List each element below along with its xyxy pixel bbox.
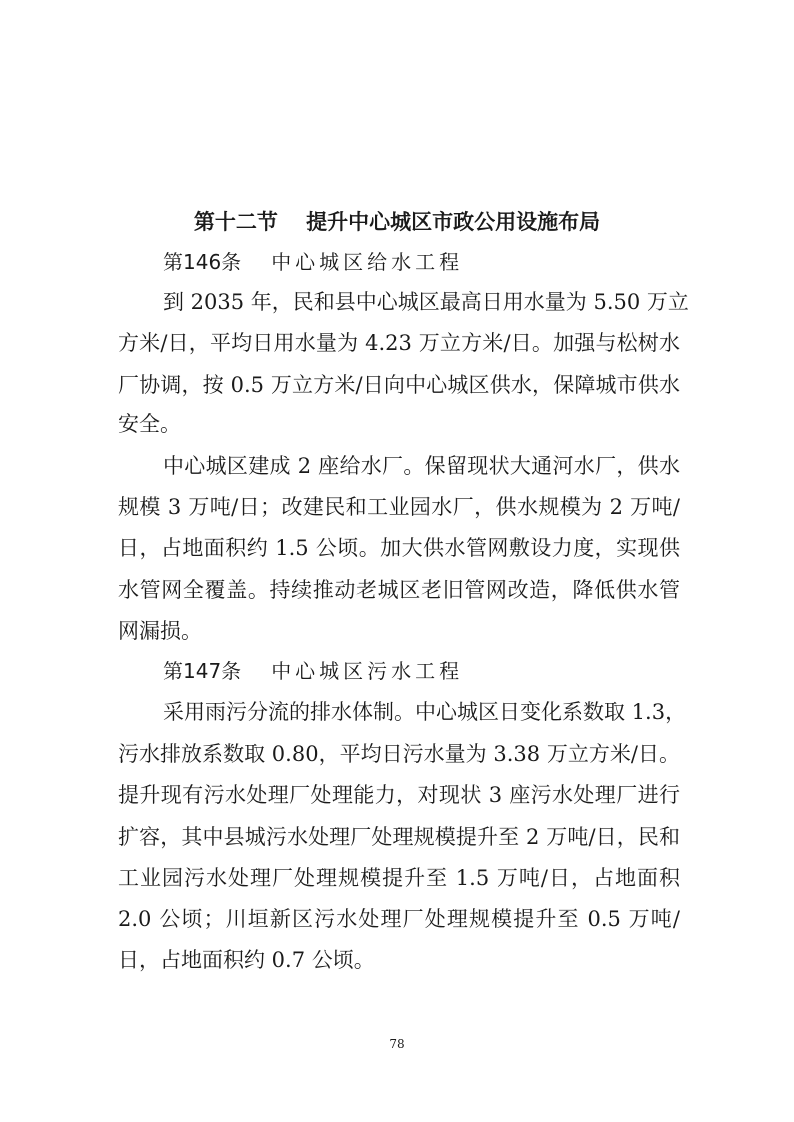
paragraph-line: 提升现有污水处理厂处理能力，对现状 3 座污水处理厂进行 xyxy=(118,783,680,807)
paragraph-line: 厂协调，按 0.5 万立方米/日向中心城区供水，保障城市供水 xyxy=(118,373,680,397)
article-title: 中心城区给水工程 xyxy=(271,250,464,274)
article-number: 第147条 xyxy=(163,659,242,683)
paragraph-line: 扩容，其中县城污水处理厂处理规模提升至 2 万吨/日，民和 xyxy=(118,825,680,849)
article-heading-147 xyxy=(163,657,463,685)
paragraph-line: 污水排放系数取 0.80，平均日污水量为 3.38 万立方米/日。 xyxy=(118,742,680,766)
article-number: 第146条 xyxy=(163,250,242,274)
paragraph-line: 日，占地面积约 1.5 公顷。加大供水管网敷设力度，实现供 xyxy=(118,536,680,560)
paragraph-line: 水管网全覆盖。持续推动老城区老旧管网改造，降低供水管 xyxy=(118,578,680,602)
paragraph-line: 安全。 xyxy=(118,412,181,436)
paragraph-line: 方米/日，平均日用水量为 4.23 万立方米/日。加强与松树水 xyxy=(118,331,680,355)
paragraph-line: 规模 3 万吨/日；改建民和工业园水厂，供水规模为 2 万吨/ xyxy=(118,495,680,519)
article-heading-146 xyxy=(163,248,463,276)
paragraph-line: 中心城区建成 2 座给水厂。保留现状大通河水厂，供水 xyxy=(163,454,680,478)
paragraph-line: 到 2035 年，民和县中心城区最高日用水量为 5.50 万立 xyxy=(163,290,689,314)
paragraph-line: 2.0 公顷；川垣新区污水处理厂处理规模提升至 0.5 万吨/ xyxy=(118,907,680,931)
article-title: 中心城区污水工程 xyxy=(271,659,464,683)
section-heading: 第十二节 提升中心城区市政公用设施布局 xyxy=(193,210,601,234)
paragraph-line: 日，占地面积约 0.7 公顷。 xyxy=(118,948,375,972)
paragraph-line: 工业园污水处理厂处理规模提升至 1.5 万吨/日，占地面积 xyxy=(118,866,680,890)
page-number: 78 xyxy=(389,1037,405,1051)
paragraph-line: 采用雨污分流的排水体制。中心城区日变化系数取 1.3， xyxy=(163,700,687,724)
paragraph-line: 网漏损。 xyxy=(118,619,202,643)
